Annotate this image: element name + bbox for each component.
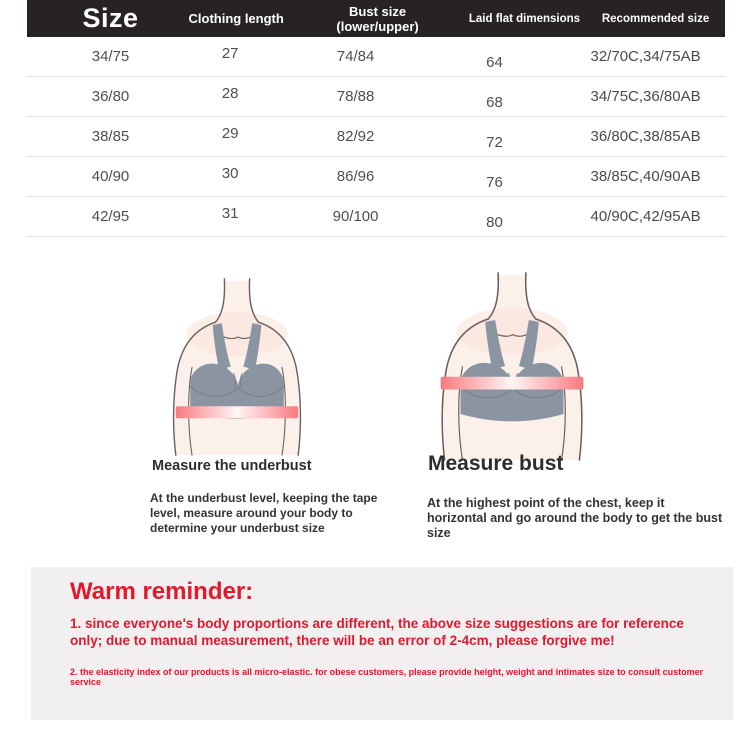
cell-bust: 82/92 bbox=[336, 128, 375, 145]
size-table bbox=[27, 0, 725, 237]
header-size: Size bbox=[82, 3, 139, 33]
cell-recommended: 34/75C,36/80AB bbox=[590, 88, 701, 105]
underbust-description: At the underbust level, keeping the tape level, measure around your body to determine your underbust size bbox=[150, 491, 378, 535]
table-row bbox=[27, 37, 725, 77]
table-row bbox=[27, 197, 725, 237]
cell-bust: 78/88 bbox=[336, 88, 375, 105]
table-row bbox=[27, 117, 725, 157]
underbust-tape-band-icon bbox=[176, 406, 298, 418]
cell-bust: 86/96 bbox=[336, 168, 375, 185]
cell-laid-flat: 72 bbox=[486, 134, 503, 151]
header-laid-flat: Laid flat dimensions bbox=[468, 12, 581, 25]
header-clothing-length: Clothing length bbox=[188, 11, 284, 26]
cell-size: 36/80 bbox=[91, 88, 130, 105]
warm-reminder-point-2: 2. the elasticity index of our products is all micro-elastic. for obese customers, please provide height, weight and intimates size to consult customer service bbox=[70, 667, 704, 687]
cell-recommended: 38/85C,40/90AB bbox=[590, 168, 701, 185]
cell-recommended: 36/80C,38/85AB bbox=[590, 128, 701, 145]
cell-recommended: 32/70C,34/75AB bbox=[590, 48, 701, 65]
cell-clothing-length: 30 bbox=[221, 165, 239, 182]
cell-size: 34/75 bbox=[91, 48, 130, 65]
bust-measure-illustration bbox=[403, 271, 621, 462]
cell-clothing-length: 28 bbox=[221, 85, 239, 102]
cell-size: 42/95 bbox=[91, 208, 130, 225]
table-row bbox=[27, 77, 725, 117]
warm-reminder-title: Warm reminder: bbox=[70, 578, 254, 605]
warm-reminder-point-1: 1. since everyone's body proportions are different, the above size suggestions are for reference only; due to manual measurement, there will be an error of 2-4cm, please forgive me! bbox=[70, 616, 684, 649]
cell-laid-flat: 80 bbox=[486, 214, 503, 231]
warm-reminder-box bbox=[31, 567, 733, 720]
cell-recommended: 40/90C,42/95AB bbox=[590, 208, 701, 225]
cell-size: 38/85 bbox=[91, 128, 130, 145]
cell-clothing-length: 27 bbox=[221, 45, 239, 62]
cell-laid-flat: 68 bbox=[486, 94, 503, 111]
cell-clothing-length: 31 bbox=[221, 205, 239, 222]
bust-description: At the highest point of the chest, keep it horizontal and go around the body to get the bust size bbox=[427, 496, 723, 540]
cell-laid-flat: 76 bbox=[486, 174, 503, 191]
cell-bust: 74/84 bbox=[336, 48, 375, 65]
cell-size: 40/90 bbox=[91, 168, 130, 185]
bust-tape-band-icon bbox=[441, 377, 584, 390]
table-header-row bbox=[27, 0, 725, 37]
cell-clothing-length: 29 bbox=[221, 125, 239, 142]
header-bust-size: Bust size (lower/upper) bbox=[336, 3, 419, 34]
table-row bbox=[27, 157, 725, 197]
header-recommended-size: Recommended size bbox=[601, 12, 710, 25]
underbust-measure-illustration bbox=[138, 277, 336, 457]
cell-bust: 90/100 bbox=[332, 208, 379, 225]
cell-laid-flat: 64 bbox=[486, 54, 503, 71]
bust-title: Measure bust bbox=[428, 452, 564, 475]
underbust-title: Measure the underbust bbox=[152, 458, 312, 474]
